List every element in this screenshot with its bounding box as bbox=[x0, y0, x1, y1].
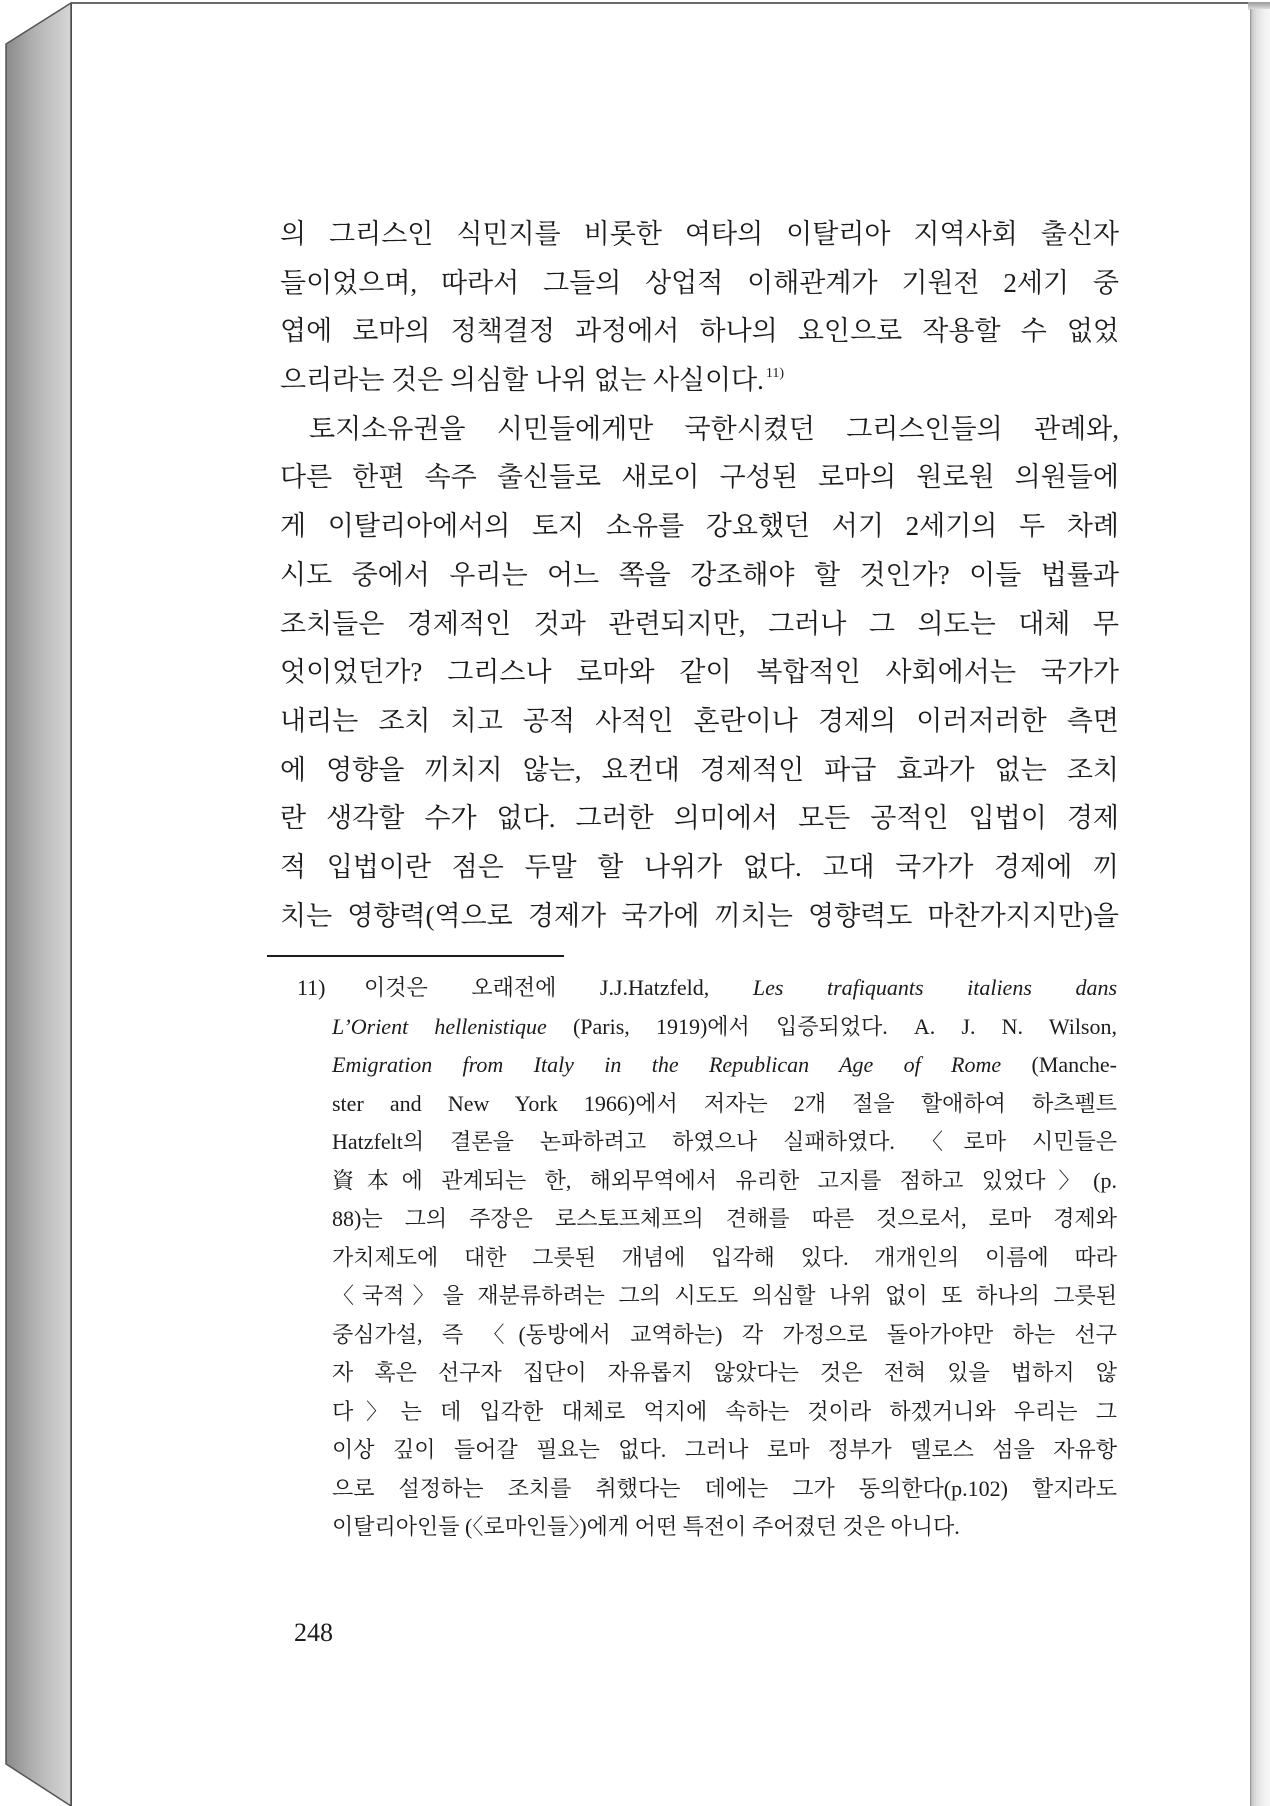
page-edge-shadow bbox=[1250, 9, 1270, 1806]
body-line: 다른 한편 속주 출신들로 새로이 구성된 로마의 원로원 의원들에 bbox=[280, 462, 1119, 493]
footnote-line bbox=[297, 1046, 1117, 1085]
footnote-book-title: L’Orient hellenistique bbox=[332, 1013, 547, 1039]
footnote-line bbox=[297, 969, 1117, 1008]
footnote-text: (Manche- bbox=[1031, 1052, 1118, 1077]
body-line: 의 그리스인 식민지를 비롯한 여타의 이탈리아 지역사회 출신자 bbox=[280, 219, 1119, 249]
footnote-line: 88)는 그의 주장은 로스토프체프의 견해를 따른 것으로서, 로마 경제와 bbox=[332, 1206, 1117, 1231]
footnote-book-title: Emigration from Italy in the Republican Age of Rome bbox=[332, 1052, 1002, 1077]
footnote-line: 가치제도에 대한 그릇된 개념에 입각해 있다. 개개인의 이름에 따라 bbox=[332, 1244, 1117, 1270]
body-line: 내리는 조치 치고 공적 사적인 혼란이나 경제의 이러저러한 측면 bbox=[280, 705, 1119, 736]
footnote-number: 11) bbox=[297, 975, 326, 1000]
page-number: 248 bbox=[294, 1618, 333, 1647]
body-text bbox=[280, 210, 1119, 940]
footnote-line: 으로 설정하는 조치를 취했다는 데에는 그가 동의한다(p.102) 할지라도 bbox=[332, 1475, 1117, 1501]
body-line: 게 이탈리아에서의 토지 소유를 강요했던 서기 2세기의 두 차례 bbox=[280, 511, 1119, 542]
footnote-line: 이탈리아인들 (〈로마인들〉)에게 어떤 특전이 주어졌던 것은 아니다. bbox=[332, 1514, 960, 1539]
body-line-text: 으리라는 것은 의심할 나위 없는 사실이다. bbox=[280, 365, 764, 396]
body-line: 조치들은 경제적인 것과 관련되지만, 그러나 그 의도는 대체 무 bbox=[280, 608, 1119, 639]
footnote-line: 資本에 관계되는 한, 해외무역에서 유리한 고지를 점하고 있었다〉(p. bbox=[332, 1167, 1117, 1193]
footnote-line: 다〉는 데 입각한 대체로 억지에 속하는 것이라 하겠거니와 우리는 그 bbox=[332, 1398, 1117, 1424]
footnote bbox=[297, 969, 1117, 1547]
footnote-reference: 11) bbox=[765, 366, 785, 382]
body-line bbox=[280, 356, 1119, 405]
body-line: 시도 중에서 우리는 어느 쪽을 강조해야 할 것인가? 이들 법률과 bbox=[280, 559, 1119, 590]
body-line: 엇이었던가? 그리스나 로마와 같이 복합적인 사회에서는 국가가 bbox=[280, 657, 1119, 688]
body-line: 에 영향을 끼치지 않는, 요컨대 경제적인 파급 효과가 없는 조치 bbox=[280, 754, 1119, 785]
footnote-text: (Paris, 1919)에서 입증되었다. A. J. N. Wilson, bbox=[572, 1013, 1117, 1039]
body-line: 들이었으며, 따라서 그들의 상업적 이해관계가 기원전 2세기 중 bbox=[280, 267, 1119, 298]
body-line: 적 입법이란 점은 두말 할 나위가 없다. 고대 국가가 경제에 끼 bbox=[280, 851, 1119, 882]
book-spine bbox=[0, 0, 72, 1806]
footnote-text: 이것은 오래전에 J.J.Hatzfeld, bbox=[364, 975, 710, 1000]
footnote-line: Hatzfelt의 결론을 논파하려고 하였으나 실패하였다. 〈로마 시민들은 bbox=[332, 1129, 1117, 1154]
footnote-line: 〈국적〉을 재분류하려는 그의 시도도 의심할 나위 없이 또 하나의 그릇된 bbox=[332, 1283, 1117, 1308]
footnote-line: 이상 깊이 들어갈 필요는 없다. 그러나 로마 정부가 델로스 섬을 자유항 bbox=[332, 1437, 1117, 1462]
footnote-book-title: Les trafiquants italiens dans bbox=[752, 975, 1118, 1000]
footnote-line: 중심가설, 즉 〈(동방에서 교역하는) 각 가정으로 돌아가야만 하는 선구 bbox=[332, 1321, 1117, 1347]
footnote-rule bbox=[267, 955, 564, 957]
footnote-line: ster and New York 1966)에서 저자는 2개 절을 할애하여 하츠펠트 bbox=[332, 1090, 1117, 1116]
footnote-line: 자 혹은 선구자 집단이 자유롭지 않았다는 것은 전혀 있을 법하지 않 bbox=[332, 1360, 1117, 1385]
body-line: 란 생각할 수가 없다. 그러한 의미에서 모든 공적인 입법이 경제 bbox=[280, 803, 1119, 834]
footnote-line bbox=[297, 1008, 1117, 1047]
body-line: 치는 영향력(역으로 경제가 국가에 끼치는 영향력도 마찬가지지만)을 bbox=[280, 900, 1119, 931]
body-line: 토지소유권을 시민들에게만 국한시켰던 그리스인들의 관례와, bbox=[309, 413, 1119, 444]
body-line: 엽에 로마의 정책결정 과정에서 하나의 요인으로 작용할 수 없었 bbox=[280, 316, 1119, 347]
